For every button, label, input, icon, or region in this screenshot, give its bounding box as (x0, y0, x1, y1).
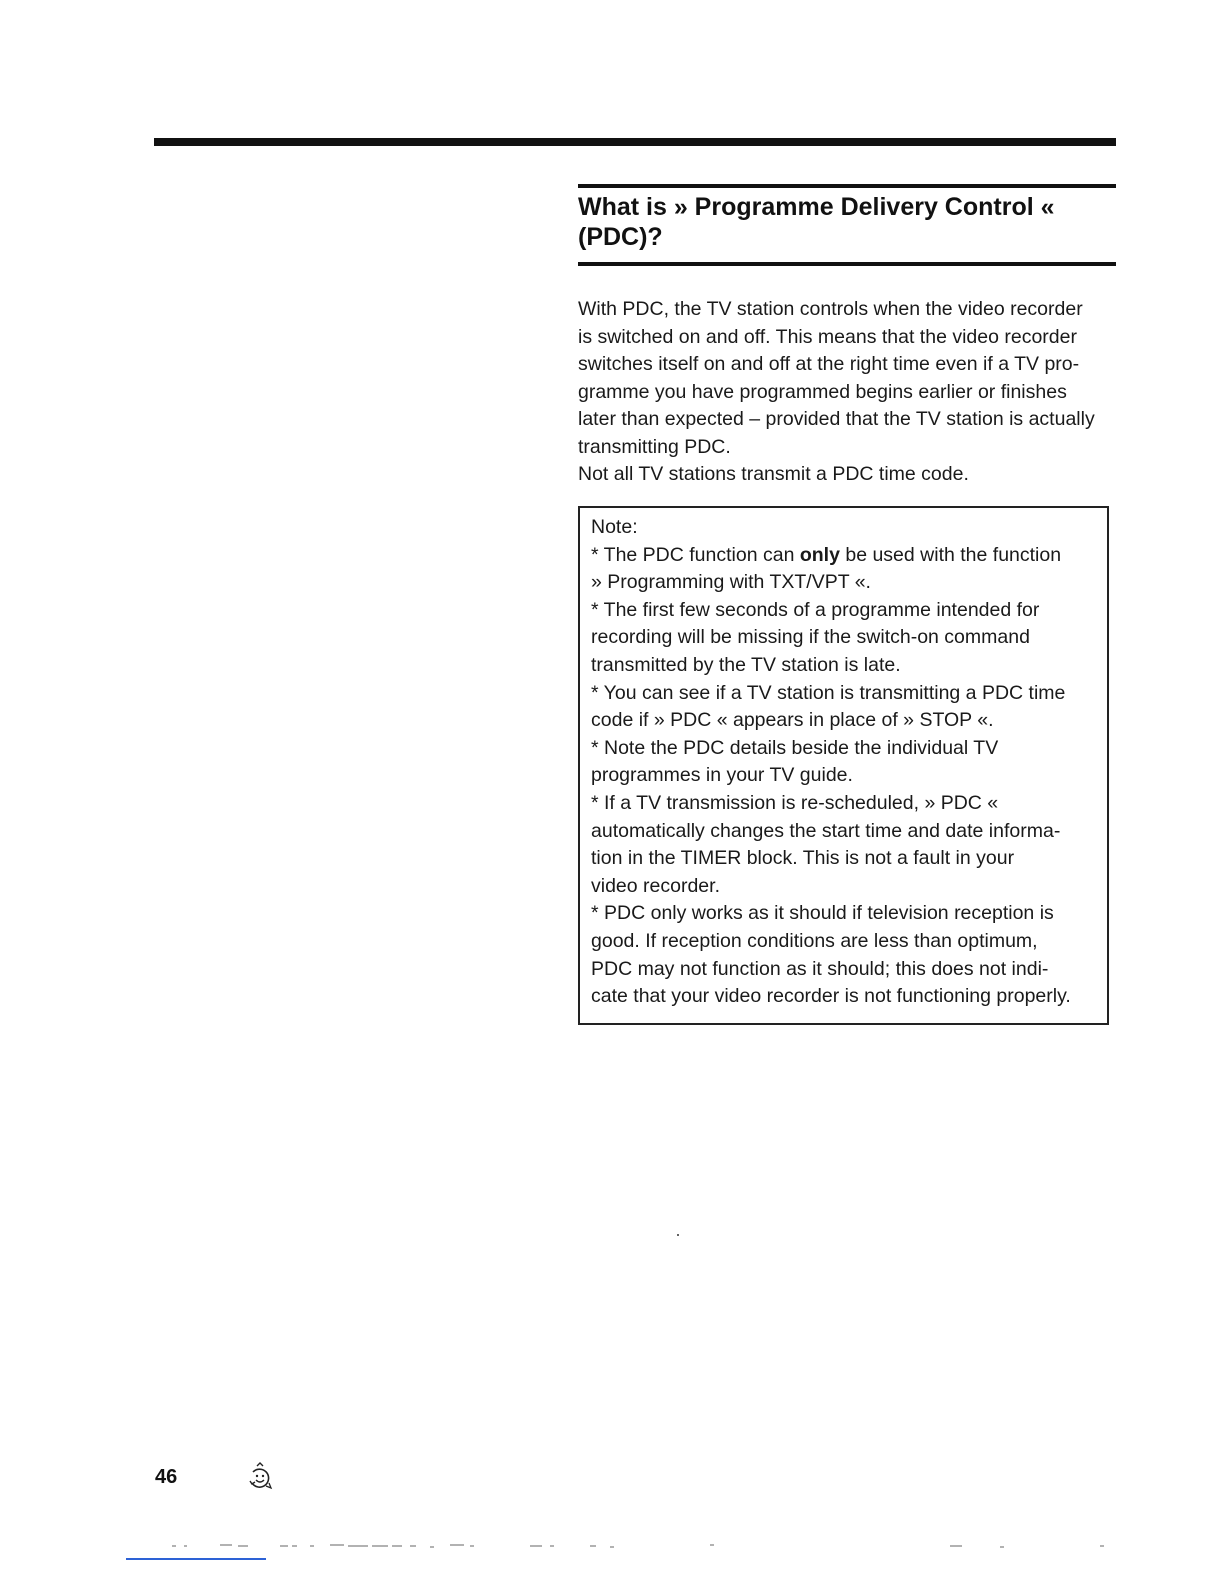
bottom-link-underline (126, 1558, 266, 1560)
note-content (580, 508, 1107, 1011)
note-item-2: * The first few seconds of a programme intended for recording will be missing if the switch-on command transmitted by the TV station is late. (591, 598, 1040, 676)
note-item-6: * PDC only works as it should if television reception is good. If reception conditions are less than optimum, PDC may not function as it should; this does not indi- cate that your video recorder is not functioning properly. (591, 902, 1071, 1008)
heading-top-rule (578, 184, 1116, 188)
page-number: 46 (155, 1466, 178, 1488)
note-box (578, 506, 1109, 1025)
recycle-face-icon (244, 1462, 276, 1492)
pdc-section (578, 184, 1116, 508)
note-item-1 (591, 542, 1107, 597)
section-heading: What is » Programme Delivery Control « (PDC)? (578, 193, 1055, 251)
scan-speck (677, 1234, 679, 1236)
heading-bottom-rule (578, 262, 1116, 266)
note-item-4: * Note the PDC details beside the individual TV programmes in your TV guide. (591, 736, 999, 787)
note-item-3: * You can see if a TV station is transmitting a PDC time code if » PDC « appears in place of » STOP «. (591, 681, 1066, 732)
note-label: Note: (591, 516, 638, 538)
note-item-5: * If a TV transmission is re-scheduled, » PDC « automatically changes the start time and date informa- tion in the TIMER block. This is not a fault in your video recorder. (591, 791, 1061, 897)
section-body-text: With PDC, the TV station controls when the video recorder is switched on and off. This means that the video recorder switches itself on and off at the right time even if a TV pro- gramme you have programmed begins earlier or finishes later than expected – provided that the TV station is actually transmitting PDC. Not all TV stations transmit a PDC time code. (578, 298, 1095, 485)
note-item-1-pre: * The PDC function can (591, 543, 800, 566)
scan-noise-artifact (170, 1540, 1110, 1552)
note-item-1-post: be used with the function » Programming with TXT/VPT «. (591, 543, 1062, 594)
top-page-rule (154, 138, 1116, 146)
note-item-1-emphasis: only (799, 543, 840, 566)
